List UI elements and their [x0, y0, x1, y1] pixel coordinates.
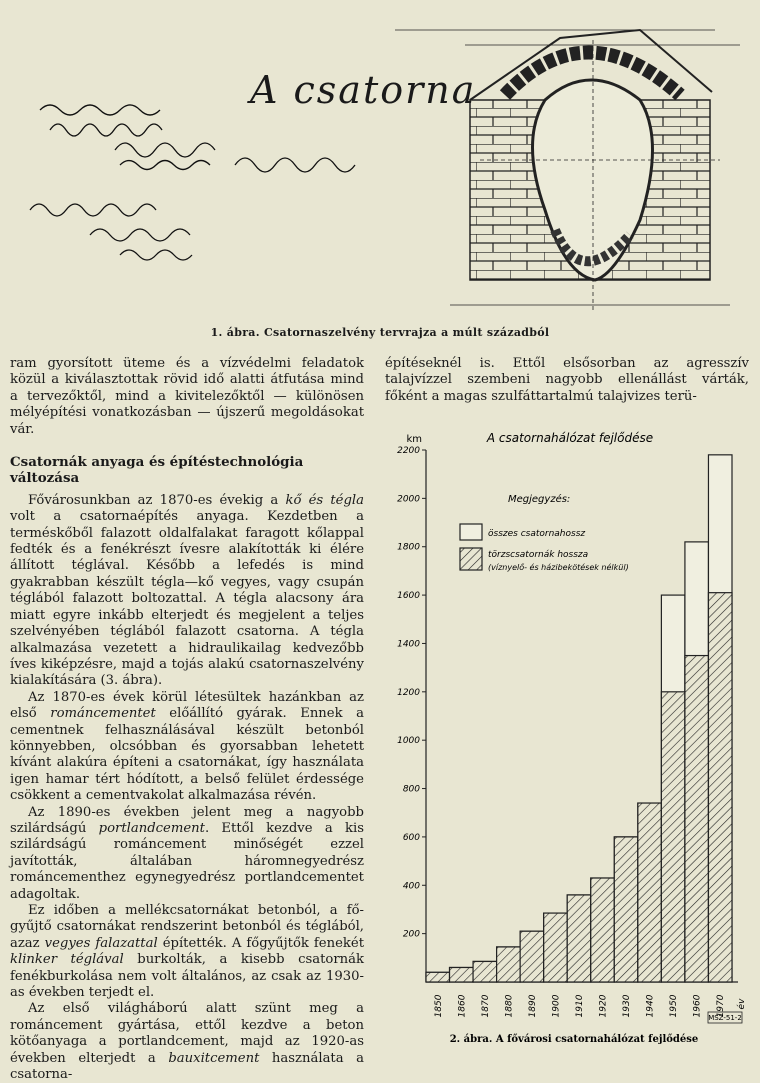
y-tick-label: 1000 — [397, 736, 420, 747]
y-tick-label: 800 — [402, 784, 420, 795]
right-column — [385, 356, 749, 405]
chart-svg — [380, 420, 760, 1068]
stamp-text: MSZ-51-2 — [708, 1014, 742, 1022]
y-axis-label: km — [406, 434, 422, 445]
y-tick-label: 2000 — [397, 494, 420, 505]
y-tick-label: 400 — [402, 881, 420, 892]
figure-1-title-script: A csatorna — [250, 68, 477, 112]
intro-paragraph: ram gyorsított üteme és a vízvédelmi feladatok közül a kiválasztottak rövid idő alatti átfutása mind a tervezőktől, mind a kivitelezőktől — különösen mélyépítési vonatkozásban — újszerű megoldásokat vár. — [10, 356, 364, 437]
figure-1-caption: 1. ábra. Csatornaszelvény tervrajza a múlt századból — [210, 326, 550, 339]
bar-trunk — [450, 967, 474, 982]
bar-trunk — [567, 895, 591, 982]
y-tick-label: 1400 — [397, 639, 420, 650]
legend-label-trunk: törzscsatornák hossza — [488, 550, 589, 560]
sewer-plan-drawing — [0, 0, 760, 338]
x-tick-label: 1900 — [551, 994, 562, 1018]
legend-title: Megjegyzés: — [508, 494, 571, 505]
figure-2-caption: 2. ábra. A fővárosi csatornahálózat fejlődése — [449, 1034, 699, 1045]
x-tick-label: 1940 — [645, 994, 656, 1018]
legend-label-total: összes csatornahossz — [488, 529, 586, 539]
x-tick-label: 1860 — [457, 994, 468, 1018]
y-tick-label: 2200 — [397, 446, 420, 456]
x-tick-label: 1870 — [480, 994, 491, 1018]
y-tick-label: 1200 — [397, 687, 420, 698]
right-paragraph: építéseknél is. Ettől elsősorban az agresszív talajvízzel szembeni nagyobb ellenállást várták, főként a magas szulfáttartalmú talajvizes terü- — [385, 356, 749, 404]
x-tick-label: 1850 — [433, 994, 444, 1018]
x-axis-label: év — [737, 998, 747, 1010]
y-tick-label: 600 — [402, 832, 420, 843]
y-tick-label: 1800 — [397, 542, 420, 553]
left-column — [10, 356, 364, 1083]
paragraph-1: Fővárosunkban az 1870-es évekig a kő és tégla volt a csatornaépítés anyaga. Kezdetben a terméskőből falazott oldalfalakat faragott kőlappal fedték és a fenékrészt ívesre alakították ki élére állított téglával. Később a lefedés is mind gyakrabban készült tégla—kő vegyes, vagy csupán téglából falazott boltozattal. A tégla alacsony ára miatt egyre inkább elterjedt és megjelent a teljes szelvényében téglából falazott csatorna. A tégla alkalmazása vezetett a hidraulikailag kedvezőbb íves kiképzésre, majd a tojás alakú csatornaszelvény kialakítására (3. ábra). — [10, 492, 364, 689]
bar-trunk — [638, 803, 662, 982]
legend-note: (víznyelő- és házibekötések nélkül) — [488, 563, 629, 572]
bar-trunk — [520, 931, 544, 982]
figure-1 — [0, 0, 760, 338]
bar-trunk — [426, 972, 450, 982]
bar-trunk — [685, 656, 709, 982]
legend-swatch-trunk — [460, 548, 482, 570]
x-tick-label: 1880 — [504, 994, 515, 1018]
section-heading: Csatornák anyaga és építéstechnológia változása — [10, 454, 304, 487]
legend-swatch-total — [460, 524, 482, 540]
paragraph-4: Ez időben a mellékcsatornákat betonból, a fő-gyűjtő csatornákat rendszerint betonból és téglából, azaz vegyes falazattal építették. A főgyűjtők fenekét klinker téglával burkolták, a kisebb csatornák fenékburkolása nem volt általános, az csak az 1930-as években terjedt el. — [10, 903, 365, 1001]
bar-trunk — [544, 913, 568, 982]
y-tick-label: 1600 — [397, 591, 420, 602]
bar-trunk — [614, 837, 638, 982]
x-tick-label: 1960 — [692, 994, 703, 1018]
paragraph-3: Az 1890-es években jelent meg a nagyobb szilárdságú portlandcement. Ettől kezdve a kis szilárdságú románcement minőségét ezzel javították, általában háromnegyedrész románcementhez egynegyedrész portlandcementet adagoltak. — [10, 804, 364, 902]
paragraph-2: Az 1870-es évek körül létesültek hazánkban az első románcementet előállító gyárak. Ennek a cementnek felhasználásával készült betonból könnyebben, olcsóbban és gyorsabban lehetett kívánt alakúra építeni a csatornákat, így használata igen hamar tért hódított, a belső felület érdessége csökkent a cementvakolat alkalmazása révén. — [10, 689, 364, 804]
network-growth-chart — [380, 420, 760, 1068]
chart-title: A csatornahálózat fejlődése — [486, 431, 654, 445]
bar-trunk — [473, 961, 497, 982]
x-tick-label: 1930 — [622, 994, 633, 1018]
bar-trunk — [591, 878, 615, 982]
x-tick-label: 1890 — [527, 994, 538, 1018]
x-tick-label: 1950 — [669, 994, 680, 1018]
bar-trunk — [708, 593, 732, 982]
x-tick-label: 1970 — [716, 994, 727, 1018]
paragraph-5: Az első világháború alatt szünt meg a románcement gyártása, ettől kezdve a beton kötőanyaga a portlandcement, majd az 1920-as években elterjedt a bauxitcement használata a csatorna- — [10, 1001, 364, 1083]
bar-trunk — [497, 947, 521, 982]
bar-trunk — [661, 692, 685, 982]
x-tick-label: 1920 — [598, 994, 609, 1018]
x-tick-label: 1910 — [575, 994, 585, 1018]
y-tick-label: 200 — [402, 929, 420, 940]
